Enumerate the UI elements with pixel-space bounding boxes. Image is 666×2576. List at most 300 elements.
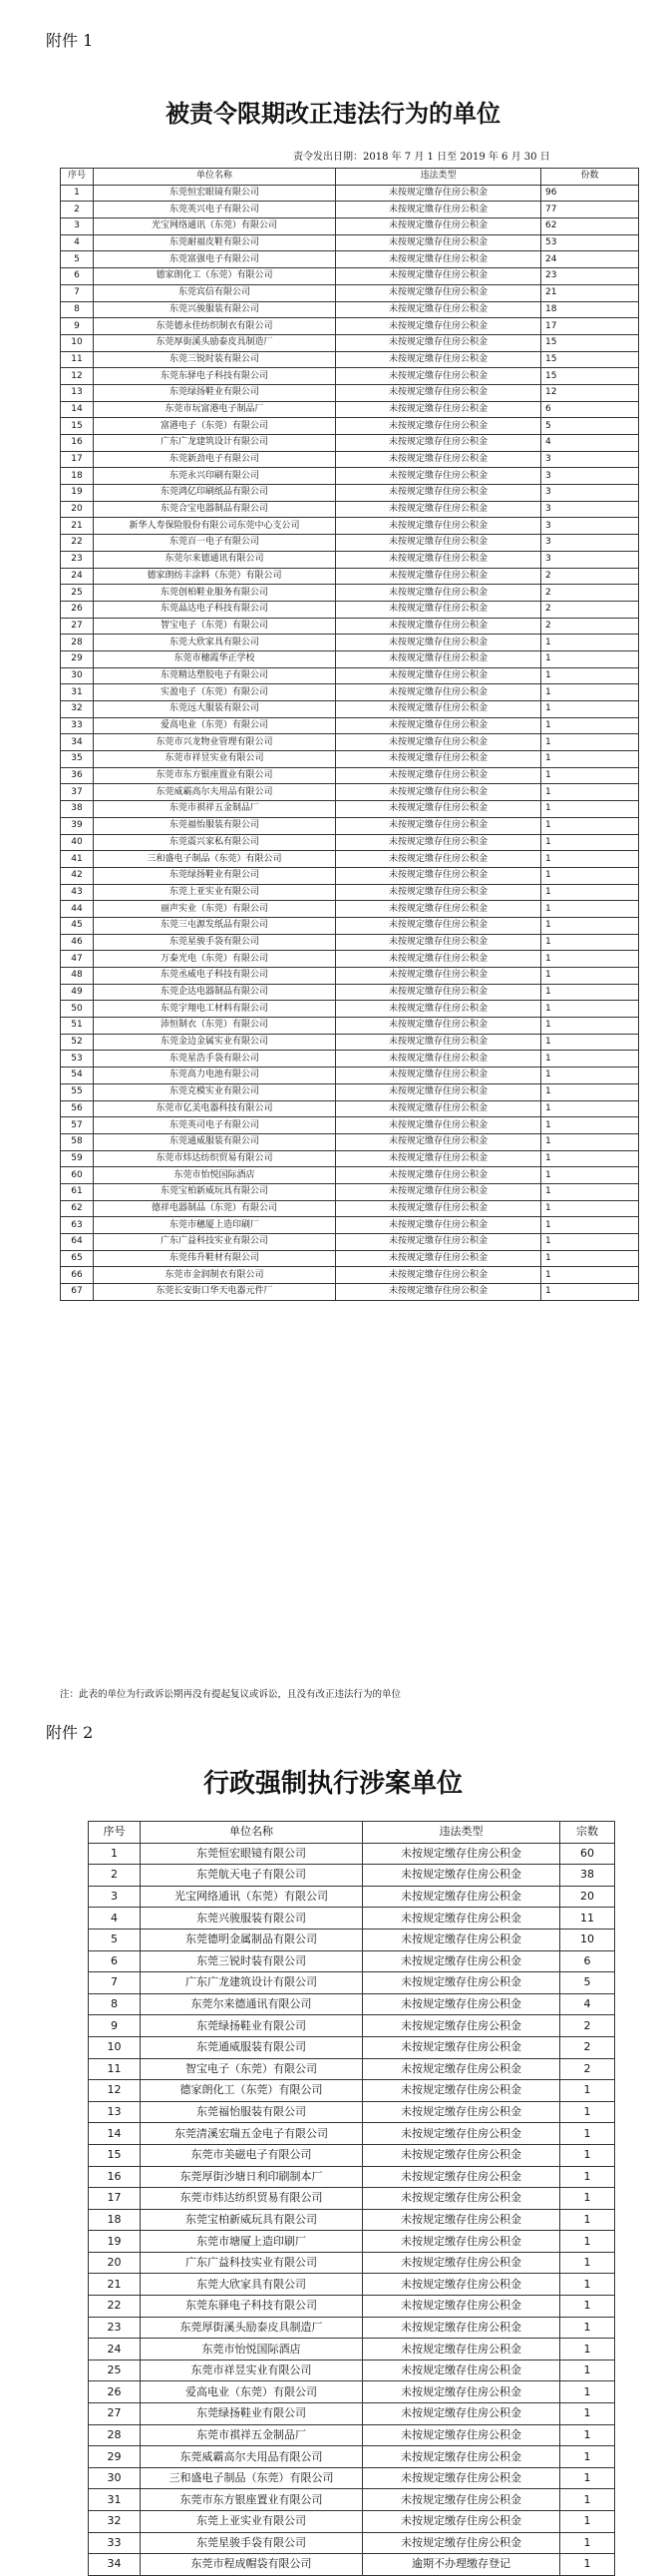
- company-name: 东莞市穗霞华正学校: [94, 650, 336, 667]
- company-name: 广东广龙建筑设计有限公司: [94, 435, 336, 452]
- table-row: [61, 951, 639, 968]
- company-name: 东莞震兴家私有限公司: [94, 834, 336, 851]
- row-index: 25: [61, 585, 94, 602]
- violation-type: 未按规定缴存住房公积金: [363, 2296, 560, 2318]
- company-name: 东莞星骏手袋有限公司: [141, 2532, 363, 2554]
- row-index: 20: [61, 501, 94, 518]
- table-row: [61, 1068, 639, 1084]
- count: 2: [541, 601, 639, 618]
- table-row: [61, 1018, 639, 1035]
- company-name: 东莞上亚实业有限公司: [141, 2511, 363, 2533]
- company-name: 丽声实业（东莞）有限公司: [94, 901, 336, 918]
- count: 1: [560, 2274, 615, 2296]
- table-row: [61, 767, 639, 784]
- company-name: 东莞市东方银座置业有限公司: [94, 767, 336, 784]
- attachment-1-table: [60, 168, 639, 1301]
- table-row: [61, 968, 639, 985]
- column-header: 单位名称: [94, 169, 336, 186]
- company-name: 东莞厚街沙塘日利印刷制本厂: [141, 2166, 363, 2188]
- count: 1: [541, 901, 639, 918]
- violation-type: 未按规定缴存住房公积金: [363, 2231, 560, 2253]
- count: 1: [541, 717, 639, 734]
- count: 5: [541, 418, 639, 435]
- company-name: 东莞丞威电子科技有限公司: [94, 968, 336, 985]
- violation-type: 未按规定缴存住房公积金: [336, 1117, 541, 1134]
- company-name: 东莞市东方银座置业有限公司: [141, 2489, 363, 2511]
- violation-type: 未按规定缴存住房公积金: [336, 1001, 541, 1018]
- violation-type: 未按规定缴存住房公积金: [363, 2036, 560, 2058]
- count: 1: [541, 851, 639, 868]
- table-row: [61, 384, 639, 401]
- table-row: [89, 2446, 615, 2468]
- violation-type: 未按规定缴存住房公积金: [336, 551, 541, 568]
- row-index: 31: [89, 2489, 141, 2511]
- row-index: 31: [61, 684, 94, 701]
- table-row: [89, 2166, 615, 2188]
- count: 1: [541, 834, 639, 851]
- count: 10: [560, 1929, 615, 1950]
- company-name: 东莞市亿美电器科技有限公司: [94, 1100, 336, 1117]
- count: 1: [560, 2231, 615, 2253]
- table-row: [61, 435, 639, 452]
- count: 18: [541, 301, 639, 318]
- table-row: [61, 1133, 639, 1150]
- violation-type: 未按规定缴存住房公积金: [336, 751, 541, 768]
- company-name: 光宝网络通讯（东莞）有限公司: [94, 218, 336, 235]
- count: 3: [541, 468, 639, 485]
- company-name: 东莞三锐时装有限公司: [94, 351, 336, 368]
- table-row: [89, 1865, 615, 1887]
- table-row: [89, 2015, 615, 2037]
- table-row: [61, 1250, 639, 1267]
- company-name: 实盈电子（东莞）有限公司: [94, 684, 336, 701]
- count: 2: [560, 2036, 615, 2058]
- table-row: [89, 2339, 615, 2361]
- count: 1: [541, 1083, 639, 1100]
- violation-type: 未按规定缴存住房公积金: [336, 418, 541, 435]
- company-name: 东莞百一电子有限公司: [94, 535, 336, 552]
- row-index: 34: [89, 2554, 141, 2576]
- table-row: [61, 501, 639, 518]
- company-name: 东莞尔来德通讯有限公司: [94, 551, 336, 568]
- table-row: [61, 268, 639, 285]
- row-index: 56: [61, 1100, 94, 1117]
- count: 2: [560, 2058, 615, 2080]
- violation-type: 未按规定缴存住房公积金: [336, 1034, 541, 1051]
- count: 3: [541, 551, 639, 568]
- row-index: 67: [61, 1284, 94, 1301]
- company-name: 东莞德永佳纺织制衣有限公司: [94, 318, 336, 335]
- count: 1: [541, 1051, 639, 1068]
- company-name: 东莞金边金属实业有限公司: [94, 1034, 336, 1051]
- company-name: 东莞绿扬鞋业有限公司: [141, 2015, 363, 2037]
- table-row: [89, 2296, 615, 2318]
- company-name: 东莞克模实业有限公司: [94, 1083, 336, 1100]
- row-index: 35: [61, 751, 94, 768]
- table-row: [61, 1200, 639, 1217]
- row-index: 22: [61, 535, 94, 552]
- company-name: 东莞通威服装有限公司: [94, 1133, 336, 1150]
- attachment-1-subtitle: 责令发出日期：2018 年 7 月 1 日至 2019 年 6 月 30 日: [293, 152, 550, 163]
- count: 11: [560, 1908, 615, 1930]
- row-index: 14: [61, 401, 94, 418]
- violation-type: 逾期不办理缴存登记: [363, 2554, 560, 2576]
- count: 3: [541, 501, 639, 518]
- table-row: [89, 2252, 615, 2274]
- count: 1: [541, 817, 639, 834]
- table-row: [61, 917, 639, 934]
- count: 1: [541, 1001, 639, 1018]
- company-name: 东莞创柏鞋业服务有限公司: [94, 585, 336, 602]
- company-name: 东莞远大服装有限公司: [94, 701, 336, 718]
- count: 1: [541, 667, 639, 684]
- row-index: 21: [61, 518, 94, 535]
- table-row: [89, 2381, 615, 2403]
- count: 60: [560, 1843, 615, 1865]
- violation-type: 未按规定缴存住房公积金: [363, 1843, 560, 1865]
- company-name: 东莞德明金属制品有限公司: [141, 1929, 363, 1950]
- company-name: 东莞厚街溪头励泰皮具制造厂: [141, 2317, 363, 2339]
- company-name: 东莞市金润制衣有限公司: [94, 1267, 336, 1284]
- company-name: 东莞市祺祥五金制品厂: [94, 801, 336, 818]
- company-name: 东莞东驿电子科技有限公司: [94, 368, 336, 385]
- violation-type: 未按规定缴存住房公积金: [336, 717, 541, 734]
- row-index: 52: [61, 1034, 94, 1051]
- count: 1: [560, 2467, 615, 2489]
- row-index: 17: [61, 451, 94, 468]
- company-name: 东莞上亚实业有限公司: [94, 884, 336, 901]
- column-header: 序号: [61, 169, 94, 186]
- row-index: 5: [89, 1929, 141, 1950]
- violation-type: 未按规定缴存住房公积金: [336, 318, 541, 335]
- violation-type: 未按规定缴存住房公积金: [336, 1284, 541, 1301]
- violation-type: 未按规定缴存住房公积金: [336, 1068, 541, 1084]
- violation-type: 未按规定缴存住房公积金: [363, 2188, 560, 2210]
- company-name: 德家朗化工（东莞）有限公司: [94, 268, 336, 285]
- table-row: [89, 1972, 615, 1994]
- violation-type: 未按规定缴存住房公积金: [336, 568, 541, 585]
- count: 3: [541, 535, 639, 552]
- count: 1: [541, 1284, 639, 1301]
- violation-type: 未按规定缴存住房公积金: [363, 1993, 560, 2015]
- violation-type: 未按规定缴存住房公积金: [336, 1234, 541, 1251]
- company-name: 德祥电器制品（东莞）有限公司: [94, 1200, 336, 1217]
- table-row: [61, 468, 639, 485]
- row-index: 47: [61, 951, 94, 968]
- count: 1: [560, 2317, 615, 2339]
- count: 15: [541, 351, 639, 368]
- row-index: 13: [61, 384, 94, 401]
- violation-type: 未按规定缴存住房公积金: [336, 801, 541, 818]
- count: 4: [560, 1993, 615, 2015]
- table-row: [61, 1217, 639, 1234]
- table-row: [61, 1001, 639, 1018]
- attachment-1-label: 附件 1: [46, 31, 94, 50]
- count: 6: [560, 1950, 615, 1972]
- row-index: 17: [89, 2188, 141, 2210]
- violation-type: 未按规定缴存住房公积金: [336, 851, 541, 868]
- violation-type: 未按规定缴存住房公积金: [336, 218, 541, 235]
- count: 1: [541, 784, 639, 801]
- table-row: [61, 650, 639, 667]
- company-name: 东莞东驿电子科技有限公司: [141, 2296, 363, 2318]
- company-name: 东莞宝柏新威玩具有限公司: [141, 2209, 363, 2231]
- violation-type: 未按规定缴存住房公积金: [363, 2403, 560, 2425]
- count: 3: [541, 485, 639, 502]
- violation-type: 未按规定缴存住房公积金: [336, 917, 541, 934]
- violation-type: 未按规定缴存住房公积金: [336, 351, 541, 368]
- violation-type: 未按规定缴存住房公积金: [336, 767, 541, 784]
- count: 5: [560, 1972, 615, 1994]
- company-name: 东莞高力电池有限公司: [94, 1068, 336, 1084]
- count: 1: [560, 2511, 615, 2533]
- violation-type: 未按规定缴存住房公积金: [363, 2080, 560, 2102]
- table-row: [89, 2101, 615, 2123]
- row-index: 48: [61, 968, 94, 985]
- row-index: 14: [89, 2123, 141, 2145]
- attachment-1-title: 被责令限期改正违法行为的单位: [166, 99, 500, 128]
- row-index: 27: [89, 2403, 141, 2425]
- row-index: 22: [89, 2296, 141, 2318]
- count: 12: [541, 384, 639, 401]
- row-index: 10: [89, 2036, 141, 2058]
- table-row: [89, 2123, 615, 2145]
- row-index: 21: [89, 2274, 141, 2296]
- violation-type: 未按规定缴存住房公积金: [336, 734, 541, 751]
- row-index: 28: [89, 2424, 141, 2446]
- company-name: 东莞市穗厦上造印刷厂: [94, 1217, 336, 1234]
- violation-type: 未按规定缴存住房公积金: [363, 1929, 560, 1950]
- row-index: 19: [89, 2231, 141, 2253]
- table-row: [89, 1993, 615, 2015]
- table-row: [61, 284, 639, 301]
- count: 1: [560, 2188, 615, 2210]
- row-index: 62: [61, 1200, 94, 1217]
- company-name: 东莞英司电子有限公司: [94, 1117, 336, 1134]
- row-index: 3: [61, 218, 94, 235]
- company-name: 德家朗化工（东莞）有限公司: [141, 2080, 363, 2102]
- company-name: 东莞晶达电子科技有限公司: [94, 601, 336, 618]
- table-row: [61, 717, 639, 734]
- row-index: 37: [61, 784, 94, 801]
- violation-type: 未按规定缴存住房公积金: [363, 2252, 560, 2274]
- count: 1: [541, 1217, 639, 1234]
- violation-type: 未按规定缴存住房公积金: [336, 901, 541, 918]
- company-name: 东莞威霸高尔夫用品有限公司: [141, 2446, 363, 2468]
- violation-type: 未按规定缴存住房公积金: [363, 2360, 560, 2381]
- violation-type: 未按规定缴存住房公积金: [363, 2467, 560, 2489]
- company-name: 东莞兴骏服装有限公司: [141, 1908, 363, 1930]
- count: 3: [541, 518, 639, 535]
- row-index: 53: [61, 1051, 94, 1068]
- company-name: 东莞鸿亿印刷纸品有限公司: [94, 485, 336, 502]
- table-row: [61, 1100, 639, 1117]
- row-index: 36: [61, 767, 94, 784]
- count: 1: [560, 2403, 615, 2425]
- violation-type: 未按规定缴存住房公积金: [336, 968, 541, 985]
- row-index: 54: [61, 1068, 94, 1084]
- count: 1: [541, 1167, 639, 1184]
- violation-type: 未按规定缴存住房公积金: [363, 2532, 560, 2554]
- violation-type: 未按规定缴存住房公积金: [336, 650, 541, 667]
- company-name: 东莞市程成帽袋有限公司: [141, 2554, 363, 2576]
- company-name: 广东广龙建筑设计有限公司: [141, 1972, 363, 1994]
- company-name: 东莞恒宏眼镜有限公司: [94, 185, 336, 202]
- table-row: [61, 801, 639, 818]
- violation-type: 未按规定缴存住房公积金: [336, 1018, 541, 1035]
- violation-type: 未按规定缴存住房公积金: [336, 535, 541, 552]
- company-name: 东莞大欣家具有限公司: [94, 635, 336, 651]
- table-row: [61, 218, 639, 235]
- table-row: [61, 684, 639, 701]
- row-index: 19: [61, 485, 94, 502]
- row-index: 4: [89, 1908, 141, 1930]
- company-name: 东莞厚街溪头励泰皮具制造厂: [94, 334, 336, 351]
- violation-type: 未按规定缴存住房公积金: [336, 234, 541, 251]
- company-name: 东莞清溪宏瑞五金电子有限公司: [141, 2123, 363, 2145]
- row-index: 26: [89, 2381, 141, 2403]
- count: 20: [560, 1886, 615, 1908]
- violation-type: 未按规定缴存住房公积金: [336, 518, 541, 535]
- row-index: 64: [61, 1234, 94, 1251]
- violation-type: 未按规定缴存住房公积金: [363, 2015, 560, 2037]
- row-index: 6: [61, 268, 94, 285]
- table-row: [61, 251, 639, 268]
- row-index: 39: [61, 817, 94, 834]
- row-index: 34: [61, 734, 94, 751]
- count: 2: [541, 585, 639, 602]
- company-name: 东莞永兴印刷有限公司: [94, 468, 336, 485]
- table-row: [61, 368, 639, 385]
- company-name: 东莞市炜达纺织贸易有限公司: [141, 2188, 363, 2210]
- table-row: [89, 2274, 615, 2296]
- count: 1: [560, 2532, 615, 2554]
- row-index: 65: [61, 1250, 94, 1267]
- count: 6: [541, 401, 639, 418]
- company-name: 沛恒制衣（东莞）有限公司: [94, 1018, 336, 1035]
- violation-type: 未按规定缴存住房公积金: [363, 2101, 560, 2123]
- count: 4: [541, 435, 639, 452]
- count: 1: [560, 2123, 615, 2145]
- company-name: 东莞绿扬鞋业有限公司: [94, 384, 336, 401]
- count: 1: [560, 2360, 615, 2381]
- table-row: [61, 1167, 639, 1184]
- table-row: [61, 867, 639, 884]
- row-index: 42: [61, 867, 94, 884]
- company-name: 东莞宾信有限公司: [94, 284, 336, 301]
- count: 1: [560, 2554, 615, 2576]
- company-name: 东莞市祥昱实业有限公司: [94, 751, 336, 768]
- row-index: 13: [89, 2101, 141, 2123]
- violation-type: 未按规定缴存住房公积金: [336, 1217, 541, 1234]
- table-row: [61, 984, 639, 1001]
- count: 1: [560, 2080, 615, 2102]
- count: 1: [541, 635, 639, 651]
- company-name: 富港电子（东莞）有限公司: [94, 418, 336, 435]
- count: 15: [541, 368, 639, 385]
- company-name: 东莞市玩富港电子制品厂: [94, 401, 336, 418]
- count: 1: [541, 1068, 639, 1084]
- table-row: [61, 568, 639, 585]
- table-row: [61, 551, 639, 568]
- violation-type: 未按规定缴存住房公积金: [336, 984, 541, 1001]
- table-row: [89, 1886, 615, 1908]
- company-name: 东莞英兴电子有限公司: [94, 202, 336, 218]
- count: 1: [541, 1100, 639, 1117]
- violation-type: 未按规定缴存住房公积金: [336, 701, 541, 718]
- attachment-1-note: 注：此表的单位为行政诉讼期再没有提起复议或诉讼，且没有改正违法行为的单位: [60, 1689, 402, 1700]
- table-row: [61, 751, 639, 768]
- violation-type: 未按规定缴存住房公积金: [336, 1267, 541, 1284]
- row-index: 46: [61, 934, 94, 951]
- violation-type: 未按规定缴存住房公积金: [363, 2339, 560, 2361]
- row-index: 30: [61, 667, 94, 684]
- row-index: 60: [61, 1167, 94, 1184]
- row-index: 7: [61, 284, 94, 301]
- table-row: [61, 635, 639, 651]
- count: 1: [560, 2296, 615, 2318]
- violation-type: 未按规定缴存住房公积金: [363, 2166, 560, 2188]
- count: 1: [541, 1018, 639, 1035]
- table-row: [61, 185, 639, 202]
- row-index: 16: [89, 2166, 141, 2188]
- company-name: 东莞企达电器制品有限公司: [94, 984, 336, 1001]
- count: 1: [541, 867, 639, 884]
- row-index: 3: [89, 1886, 141, 1908]
- count: 53: [541, 234, 639, 251]
- company-name: 东莞福怡服装有限公司: [94, 817, 336, 834]
- violation-type: 未按规定缴存住房公积金: [336, 485, 541, 502]
- violation-type: 未按规定缴存住房公积金: [336, 784, 541, 801]
- company-name: 广东广益科技实业有限公司: [94, 1234, 336, 1251]
- row-index: 6: [89, 1950, 141, 1972]
- row-index: 15: [61, 418, 94, 435]
- company-name: 东莞市祥昱实业有限公司: [141, 2360, 363, 2381]
- company-name: 东莞市美磁电子有限公司: [141, 2144, 363, 2166]
- company-name: 东莞宝柏新威玩具有限公司: [94, 1183, 336, 1200]
- count: 96: [541, 185, 639, 202]
- violation-type: 未按规定缴存住房公积金: [336, 1183, 541, 1200]
- violation-type: 未按规定缴存住房公积金: [336, 834, 541, 851]
- row-index: 4: [61, 234, 94, 251]
- table-row: [89, 2467, 615, 2489]
- row-index: 66: [61, 1267, 94, 1284]
- count: 1: [541, 701, 639, 718]
- row-index: 51: [61, 1018, 94, 1035]
- table-row: [89, 2511, 615, 2533]
- row-index: 12: [61, 368, 94, 385]
- row-index: 20: [89, 2252, 141, 2274]
- violation-type: 未按规定缴存住房公积金: [336, 251, 541, 268]
- row-index: 28: [61, 635, 94, 651]
- table-row: [89, 2403, 615, 2425]
- table-row: [89, 2231, 615, 2253]
- violation-type: 未按规定缴存住房公积金: [363, 2317, 560, 2339]
- row-index: 2: [61, 202, 94, 218]
- violation-type: 未按规定缴存住房公积金: [363, 2123, 560, 2145]
- table-row: [61, 1083, 639, 1100]
- company-name: 东莞三屯源发纸品有限公司: [94, 917, 336, 934]
- violation-type: 未按规定缴存住房公积金: [336, 684, 541, 701]
- row-index: 32: [89, 2511, 141, 2533]
- table-row: [61, 485, 639, 502]
- row-index: 29: [89, 2446, 141, 2468]
- count: 1: [541, 684, 639, 701]
- company-name: 广东广益科技实业有限公司: [141, 2252, 363, 2274]
- table-row: [61, 667, 639, 684]
- count: 17: [541, 318, 639, 335]
- table-row: [61, 618, 639, 635]
